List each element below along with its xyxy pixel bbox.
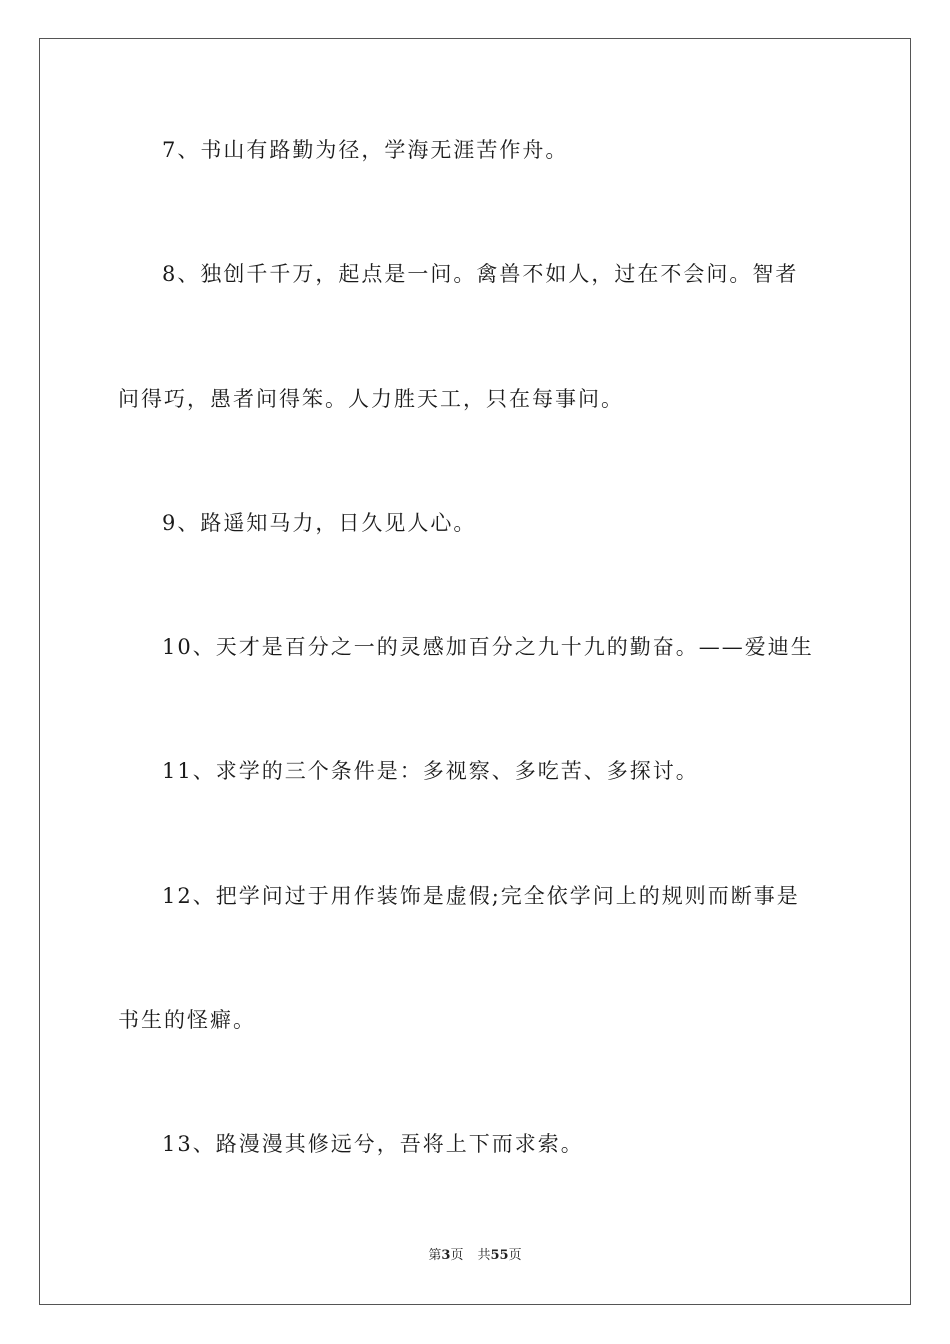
total-suffix: 页 [508,1248,522,1263]
page-footer [0,1247,950,1265]
quote-line-10: 10、天才是百分之一的灵感加百分之九十九的勤奋。——爱迪生 [162,635,814,659]
quote-line-12: 12、把学问过于用作装饰是虚假;完全依学问上的规则而断事是 [162,884,800,908]
current-page-number: 3 [441,1248,451,1263]
page-frame [39,38,911,1305]
page-suffix: 页 [450,1248,464,1263]
quote-line-13: 13、路漫漫其修远兮，吾将上下而求索。 [162,1132,584,1156]
quote-line-12-continued: 书生的怪癖。 [118,1008,256,1032]
page-prefix: 第 [428,1248,442,1263]
quote-line-9: 9、路遥知马力，日久见人心。 [162,511,477,535]
quote-line-7: 7、书山有路勤为径，学海无涯苦作舟。 [162,138,569,162]
quote-line-8: 8、独创千千万，起点是一问。禽兽不如人，过在不会问。智者 [162,262,799,286]
total-pages-number: 55 [490,1248,509,1263]
total-prefix: 共 [477,1248,491,1263]
quote-line-11: 11、求学的三个条件是：多视察、多吃苦、多探讨。 [162,759,699,783]
quote-line-8-continued: 问得巧，愚者问得笨。人力胜天工，只在每事问。 [118,387,624,411]
